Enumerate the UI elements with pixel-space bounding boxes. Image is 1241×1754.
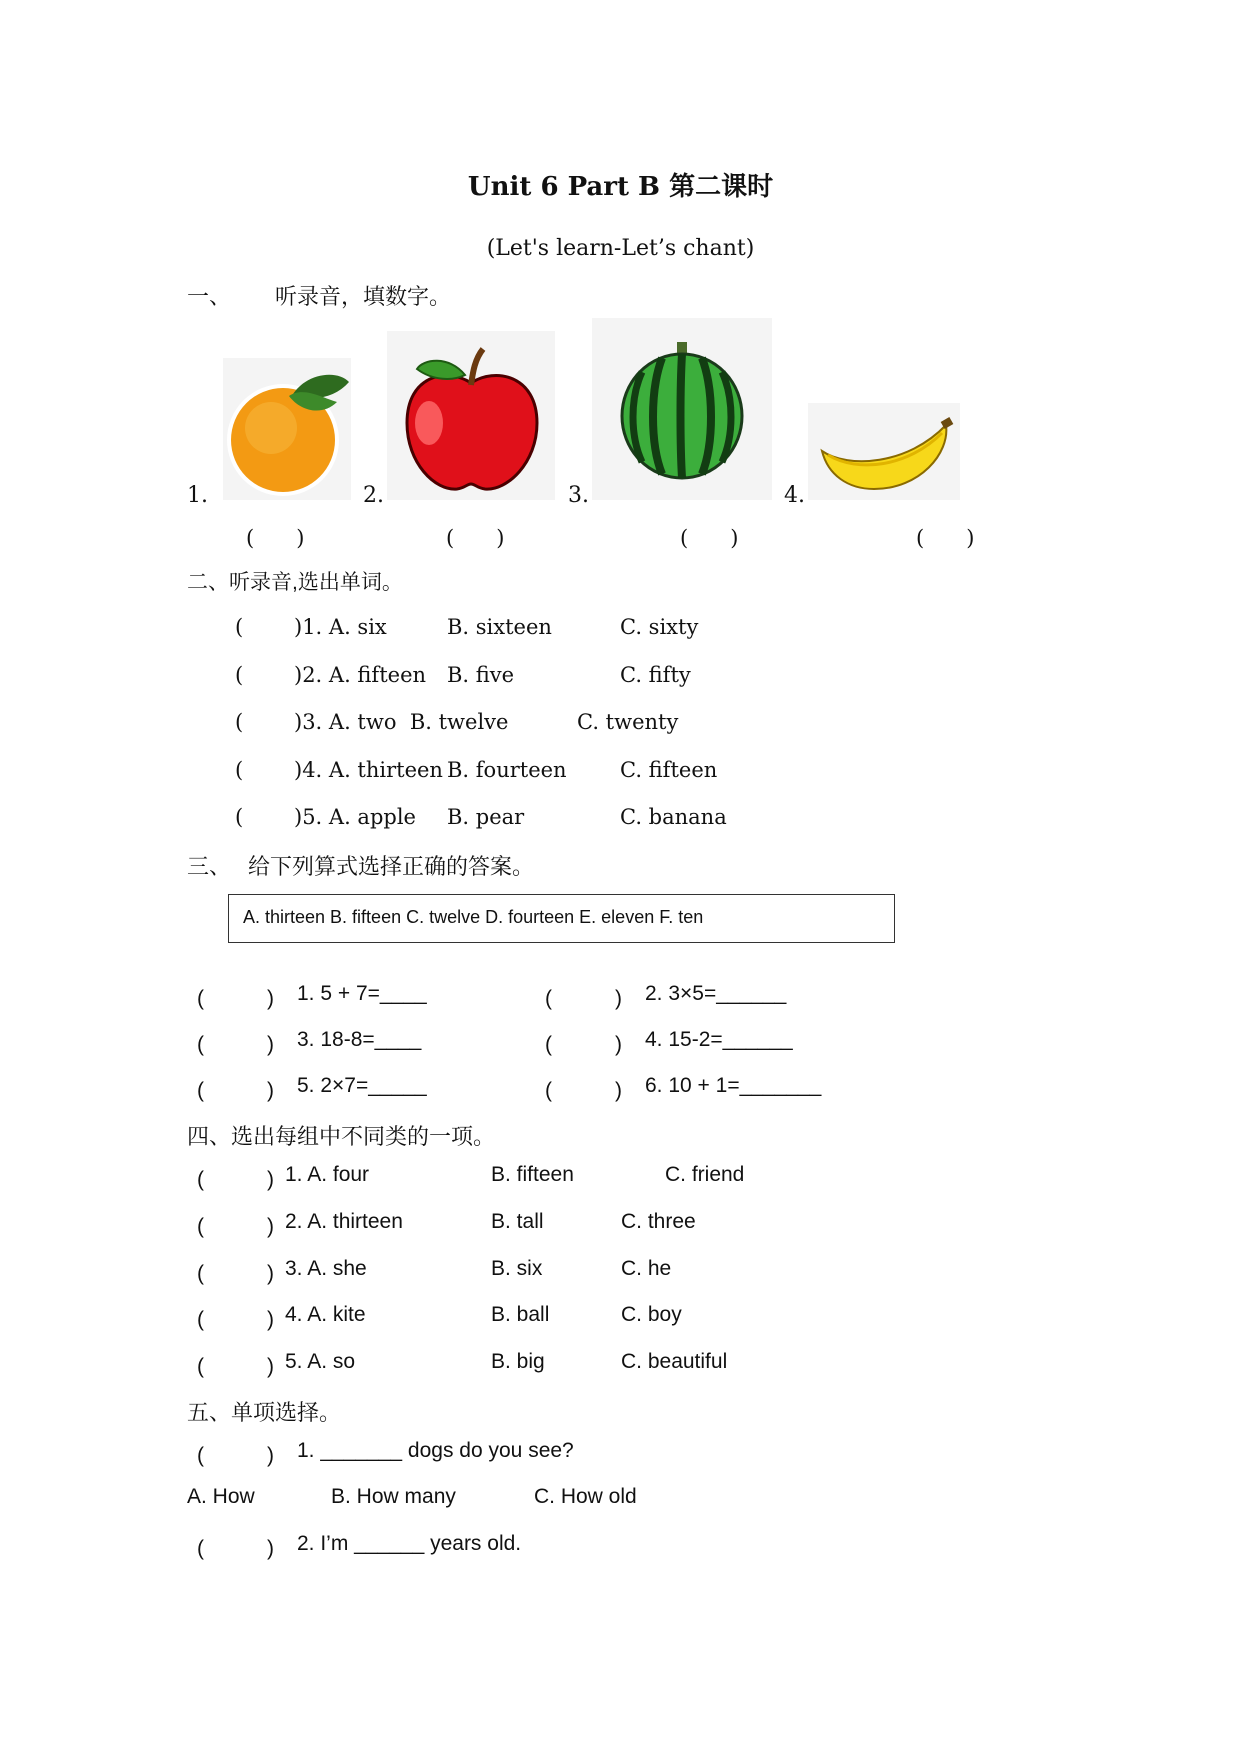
s2-q1-option-a: )1. A. six [294, 615, 387, 639]
s2-q2-paren[interactable]: ( [235, 663, 244, 687]
s5-q1-option-a: A. How [187, 1485, 255, 1508]
banana-icon [808, 403, 960, 500]
fruit-number-1: 1. [187, 483, 208, 508]
s4-q3-option-b: B. six [491, 1257, 543, 1280]
section3-heading: 给下列算式选择正确的答案。 [248, 855, 535, 880]
watermelon-icon [592, 318, 772, 500]
s3-q1-text: 1. 5 + 7=____ [297, 982, 427, 1005]
s3-q3-paren[interactable]: ( ) [197, 1033, 274, 1056]
s4-q4-option-b: B. ball [491, 1303, 550, 1326]
s2-q2-option-b: B. five [447, 663, 515, 687]
s2-q1-paren[interactable]: ( [235, 615, 244, 639]
s5-q1-option-c: C. How old [534, 1485, 637, 1508]
s5-q2-paren[interactable]: ( ) [197, 1537, 274, 1560]
s5-q2-text: 2. I’m ______ years old. [297, 1532, 522, 1555]
section2-heading: 二、听录音,选出单词。 [187, 571, 403, 594]
s5-q1-option-b: B. How many [331, 1485, 456, 1508]
s2-q2-option-a: )2. A. fifteen [294, 663, 427, 687]
s2-q5-option-b: B. pear [447, 805, 525, 829]
section5-heading: 五、单项选择。 [187, 1401, 342, 1426]
section1-number: 一、 [187, 285, 232, 310]
s3-q5-paren[interactable]: ( ) [197, 1079, 274, 1102]
fruit-number-4: 4. [784, 483, 805, 508]
s4-q4-option-c: C. boy [621, 1303, 682, 1326]
s4-q5-paren[interactable]: ( ) [197, 1355, 274, 1378]
s4-q1-option-c: C. friend [665, 1163, 745, 1186]
section3-number: 三、 [187, 855, 232, 880]
s4-q4-paren[interactable]: ( ) [197, 1308, 274, 1331]
s2-q3-paren[interactable]: ( [235, 710, 244, 734]
s4-q2-option-c: C. three [621, 1210, 696, 1233]
s4-q3-option-a: 3. A. she [285, 1257, 367, 1280]
s3-q4-paren[interactable]: ( ) [545, 1033, 622, 1056]
answer-paren-3[interactable]: ( ) [680, 526, 739, 550]
fruit-number-2: 2. [363, 483, 384, 508]
s4-q1-option-a: 1. A. four [285, 1163, 370, 1186]
page-subtitle: (Let's learn-Let’s chant) [486, 236, 755, 261]
s4-q3-paren[interactable]: ( ) [197, 1262, 274, 1285]
s4-q3-option-c: C. he [621, 1257, 672, 1280]
fruit-number-3: 3. [568, 483, 589, 508]
s3-q4-text: 4. 15-2=______ [645, 1028, 793, 1051]
answer-paren-1[interactable]: ( ) [246, 526, 305, 550]
s2-q2-option-c: C. fifty [620, 663, 691, 687]
answer-options-text: A. thirteen B. fifteen C. twelve D. fourteen E. eleven F. ten [243, 907, 704, 927]
s4-q5-option-c: C. beautiful [621, 1350, 728, 1373]
s3-q3-text: 3. 18-8=____ [297, 1028, 422, 1051]
s2-q5-paren[interactable]: ( [235, 805, 244, 829]
s3-q1-paren[interactable]: ( ) [197, 987, 274, 1010]
answer-paren-4[interactable]: ( ) [916, 526, 975, 550]
s4-q2-option-a: 2. A. thirteen [285, 1210, 403, 1233]
s4-q4-option-a: 4. A. kite [285, 1303, 366, 1326]
s2-q5-option-a: )5. A. apple [294, 805, 416, 829]
s4-q5-option-b: B. big [491, 1350, 545, 1373]
answer-options-box [228, 894, 895, 943]
page-title: Unit 6 Part B 第二课时 [467, 172, 774, 202]
s2-q1-option-c: C. sixty [620, 615, 699, 639]
s2-q3-option-c: C. twenty [577, 710, 679, 734]
orange-icon [223, 358, 351, 500]
s4-q2-option-b: B. tall [491, 1210, 544, 1233]
s3-q2-text: 2. 3×5=______ [645, 982, 787, 1005]
s4-q1-paren[interactable]: ( ) [197, 1168, 274, 1191]
s5-q1-paren[interactable]: ( ) [197, 1444, 274, 1467]
section1-heading: 听录音，填数字。 [275, 285, 452, 310]
s3-q5-text: 5. 2×7=_____ [297, 1074, 427, 1097]
s3-q6-paren[interactable]: ( ) [545, 1079, 622, 1102]
s2-q3-option-ab: )3. A. two B. twelve [294, 710, 509, 734]
section4-heading: 四、选出每组中不同类的一项。 [187, 1125, 496, 1150]
s2-q5-option-c: C. banana [620, 805, 727, 829]
s2-q4-option-a: )4. A. thirteen [294, 758, 443, 782]
s2-q4-paren[interactable]: ( [235, 758, 244, 782]
s5-q1-text: 1. _______ dogs do you see? [297, 1439, 574, 1462]
apple-icon [387, 331, 555, 500]
s4-q2-paren[interactable]: ( ) [197, 1215, 274, 1238]
s2-q4-option-b: B. fourteen [447, 758, 567, 782]
s3-q2-paren[interactable]: ( ) [545, 987, 622, 1010]
s4-q5-option-a: 5. A. so [285, 1350, 356, 1373]
s4-q1-option-b: B. fifteen [491, 1163, 574, 1186]
s3-q6-text: 6. 10 + 1=_______ [645, 1074, 822, 1097]
s2-q1-option-b: B. sixteen [447, 615, 552, 639]
answer-paren-2[interactable]: ( ) [446, 526, 505, 550]
s2-q4-option-c: C. fifteen [620, 758, 718, 782]
